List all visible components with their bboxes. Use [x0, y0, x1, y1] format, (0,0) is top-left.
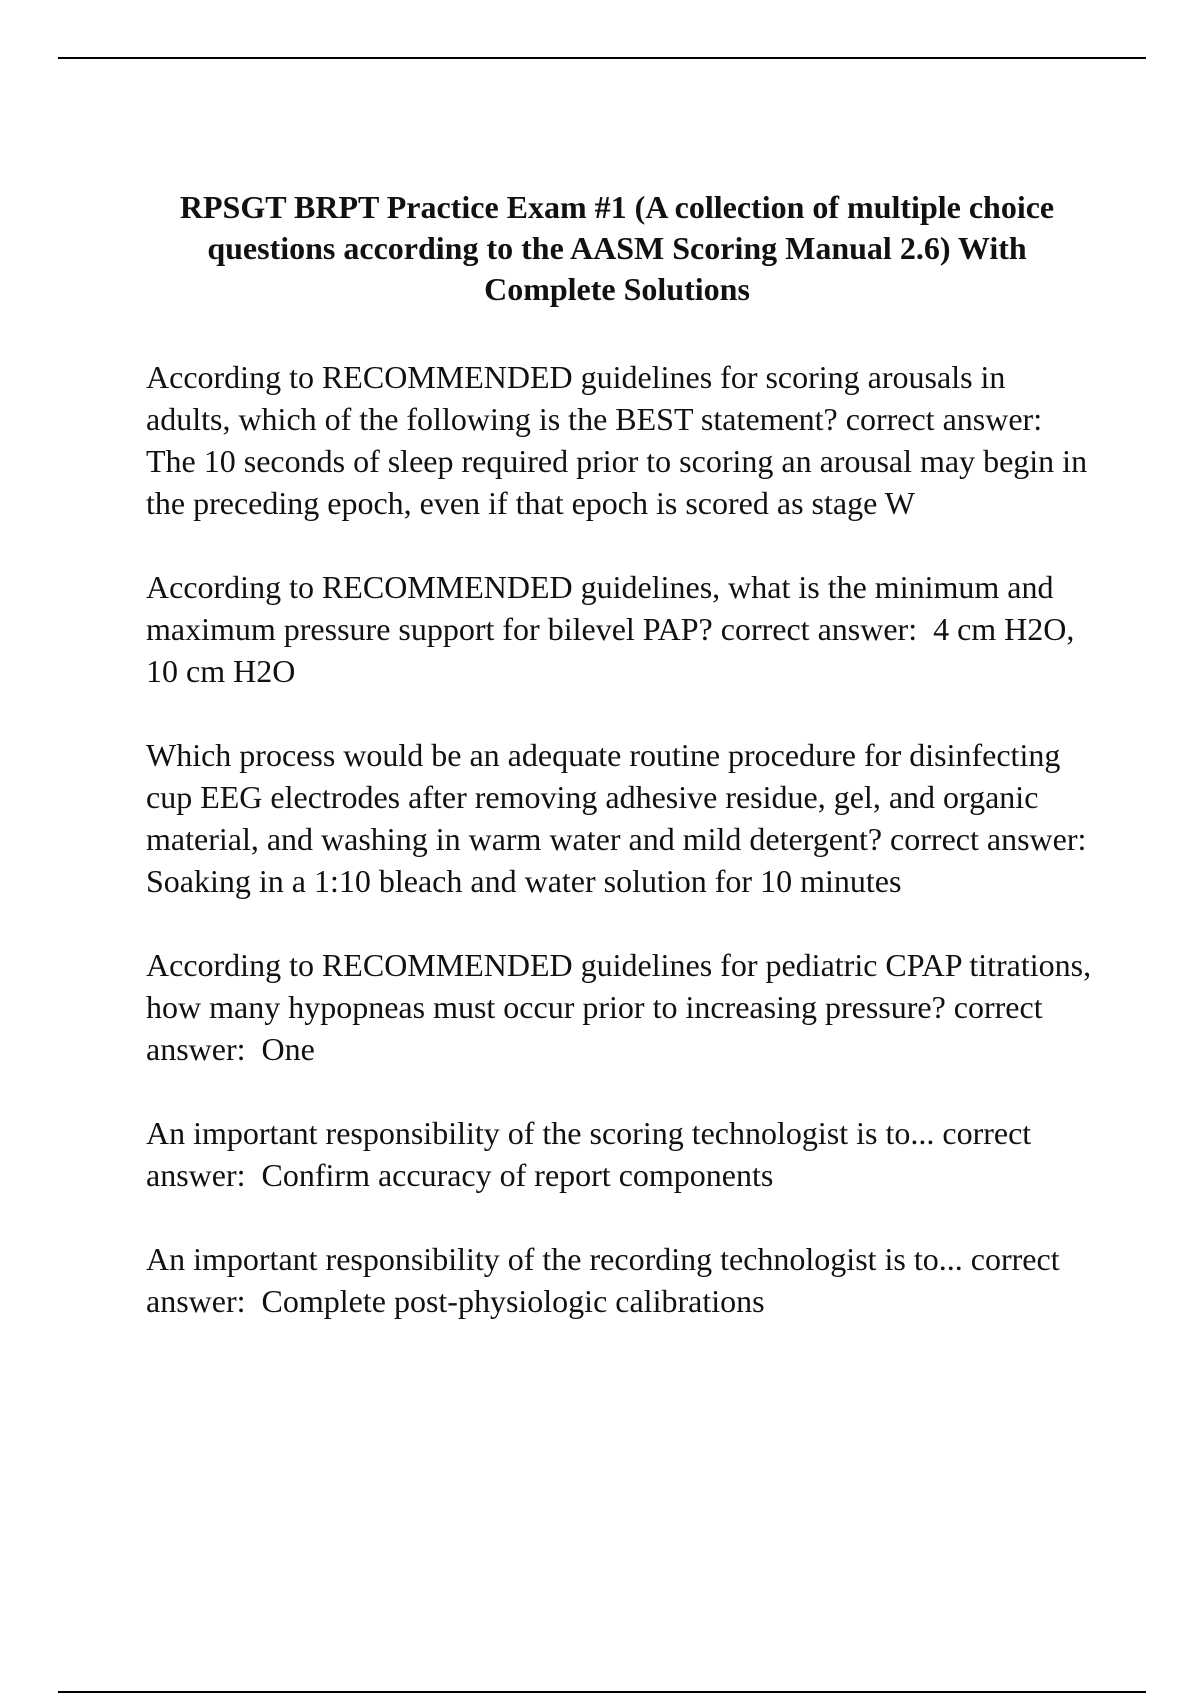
document-title: RPSGT BRPT Practice Exam #1 (A collection of multiple choice questions according to the AASM Scoring Manual 2.6) With Complete Solutions: [179, 189, 1055, 307]
question-item: According to RECOMMENDED guidelines for scoring arousals in adults, which of the following is the BEST statement? correct answer: The 10 seconds of sleep required prior to scoring an arousal may begin in the preceding epoch, even if that epoch is scored as stage W: [146, 359, 1096, 521]
bottom-divider: [58, 1691, 1146, 1693]
question-list: [146, 356, 1103, 1364]
question-item: According to RECOMMENDED guidelines for pediatric CPAP titrations, how many hypopneas must occur prior to increasing pressure? correct answer: One: [146, 947, 1100, 1067]
question-item: According to RECOMMENDED guidelines, what is the minimum and maximum pressure support for bilevel PAP? correct answer: 4 cm H2O, 10 cm H2O: [146, 569, 1083, 689]
question-item: Which process would be an adequate routine procedure for disinfecting cup EEG electrodes after removing adhesive residue, gel, and organic material, and washing in warm water and mild detergent? correct answer: Soaking in a 1:10 bleach and water solution for 10 minutes: [146, 737, 1103, 899]
question-item: An important responsibility of the scoring technologist is to... correct answer: Confirm accuracy of report components: [146, 1115, 1040, 1193]
top-divider: [58, 57, 1146, 59]
question-item: An important responsibility of the recording technologist is to... correct answer: Complete post-physiologic calibrations: [146, 1241, 1068, 1319]
